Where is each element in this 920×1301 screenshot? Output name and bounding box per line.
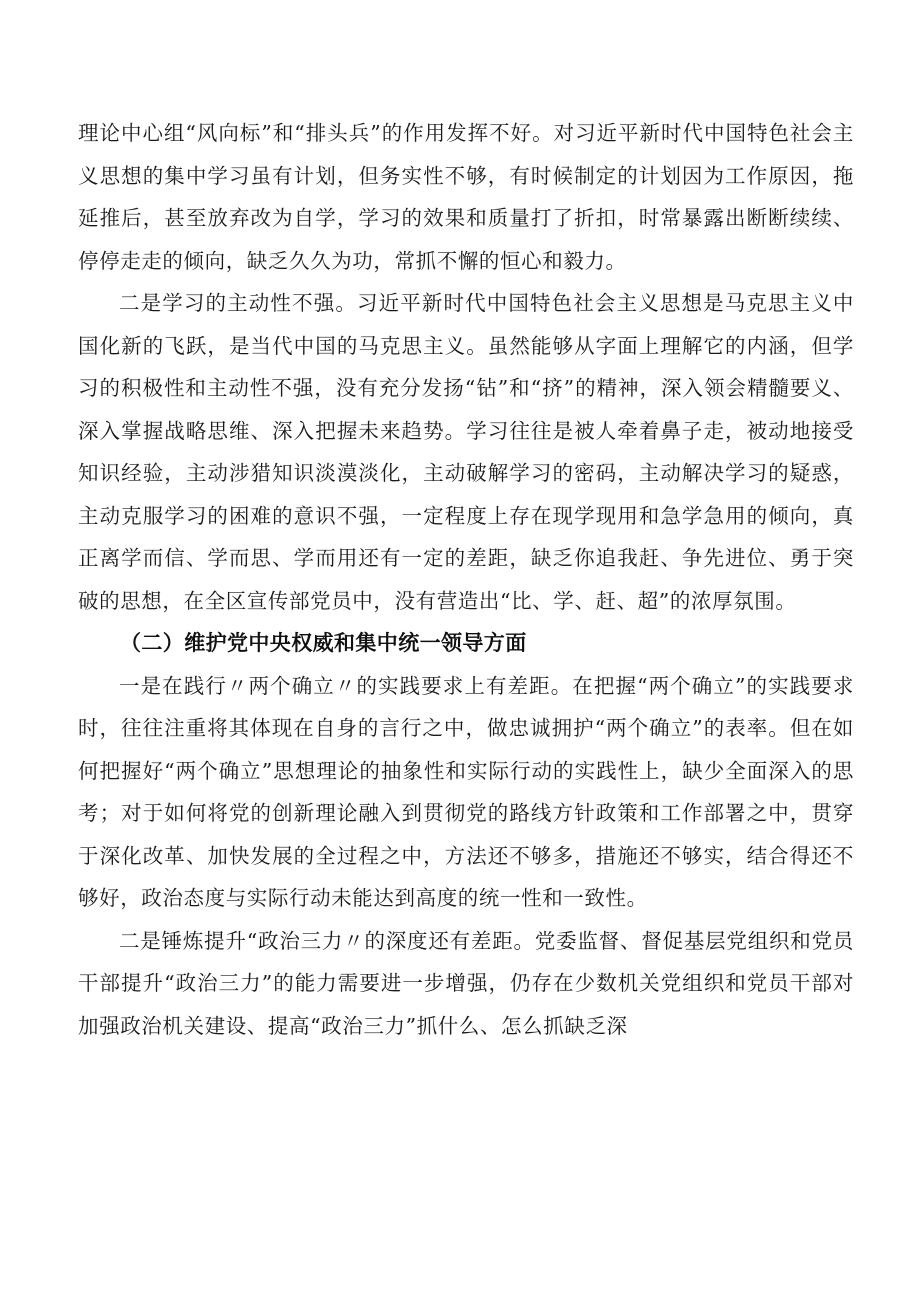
paragraph-political-abilities: 二是锤炼提升“政治三力〃的深度还有差距。党委监督、督促基层党组织和党员干部提升“政治三力”的能力需要进一步增强，仍存在少数机关党组织和党员干部对加强政治机关建设、提高“政治三力”抓什么、怎么抓缺乏深 <box>78 928 854 1038</box>
section-heading: （二）维护党中央权威和集中统一领导方面 <box>120 631 527 655</box>
document-body <box>78 112 854 1047</box>
paragraph-two-establishments: 一是在践行〃两个确立〃的实践要求上有差距。在把握“两个确立”的实践要求时，往往注重将其体现在自身的言行之中，做忠诚拥护“两个确立”的表率。但在如何把握好“两个确立”思想理论的抽象性和实际行动的实践性上，缺少全面深入的思考；对于如何将党的创新理论融入到贯彻党的路线方针政策和工作部署之中，贯穿于深化改革、加快发展的全过程之中，方法还不够多，措施还不够实，结合得还不够好，政治态度与实际行动未能达到高度的统一性和一致性。 <box>78 673 854 910</box>
paragraph-study-initiative: 二是学习的主动性不强。习近平新时代中国特色社会主义思想是马克思主义中国化新的飞跃，是当代中国的马克思主义。虽然能够从字面上理解它的内涵，但学习的积极性和主动性不强，没有充分发扬“钻”和“挤”的精神，深入领会精髓要义、深入掌握战略思维、深入把握未来趋势。学习往往是被人牵着鼻子走，被动地接受知识经验，主动涉猎知识淡漠淡化，主动破解学习的密码，主动解决学习的疑惑，主动克服学习的困难的意识不强，一定程度上存在现学现用和急学急用的倾向，真正离学而信、学而思、学而用还有一定的差距，缺乏你追我赶、争先进位、勇于突破的思想，在全区宣传部党员中，没有营造出“比、学、赶、超”的浓厚氛围。 <box>78 291 854 613</box>
paragraph-study-plan: 理论中心组“风向标”和“排头兵”的作用发挥不好。对习近平新时代中国特色社会主义思想的集中学习虽有计划，但务实性不够，有时候制定的计划因为工作原因，拖延推后，甚至放弃改为自学，学习的效果和质量打了折扣，时常暴露出断断续续、停停走走的倾向，缺乏久久为功，常抓不懈的恒心和毅力。 <box>78 121 854 273</box>
